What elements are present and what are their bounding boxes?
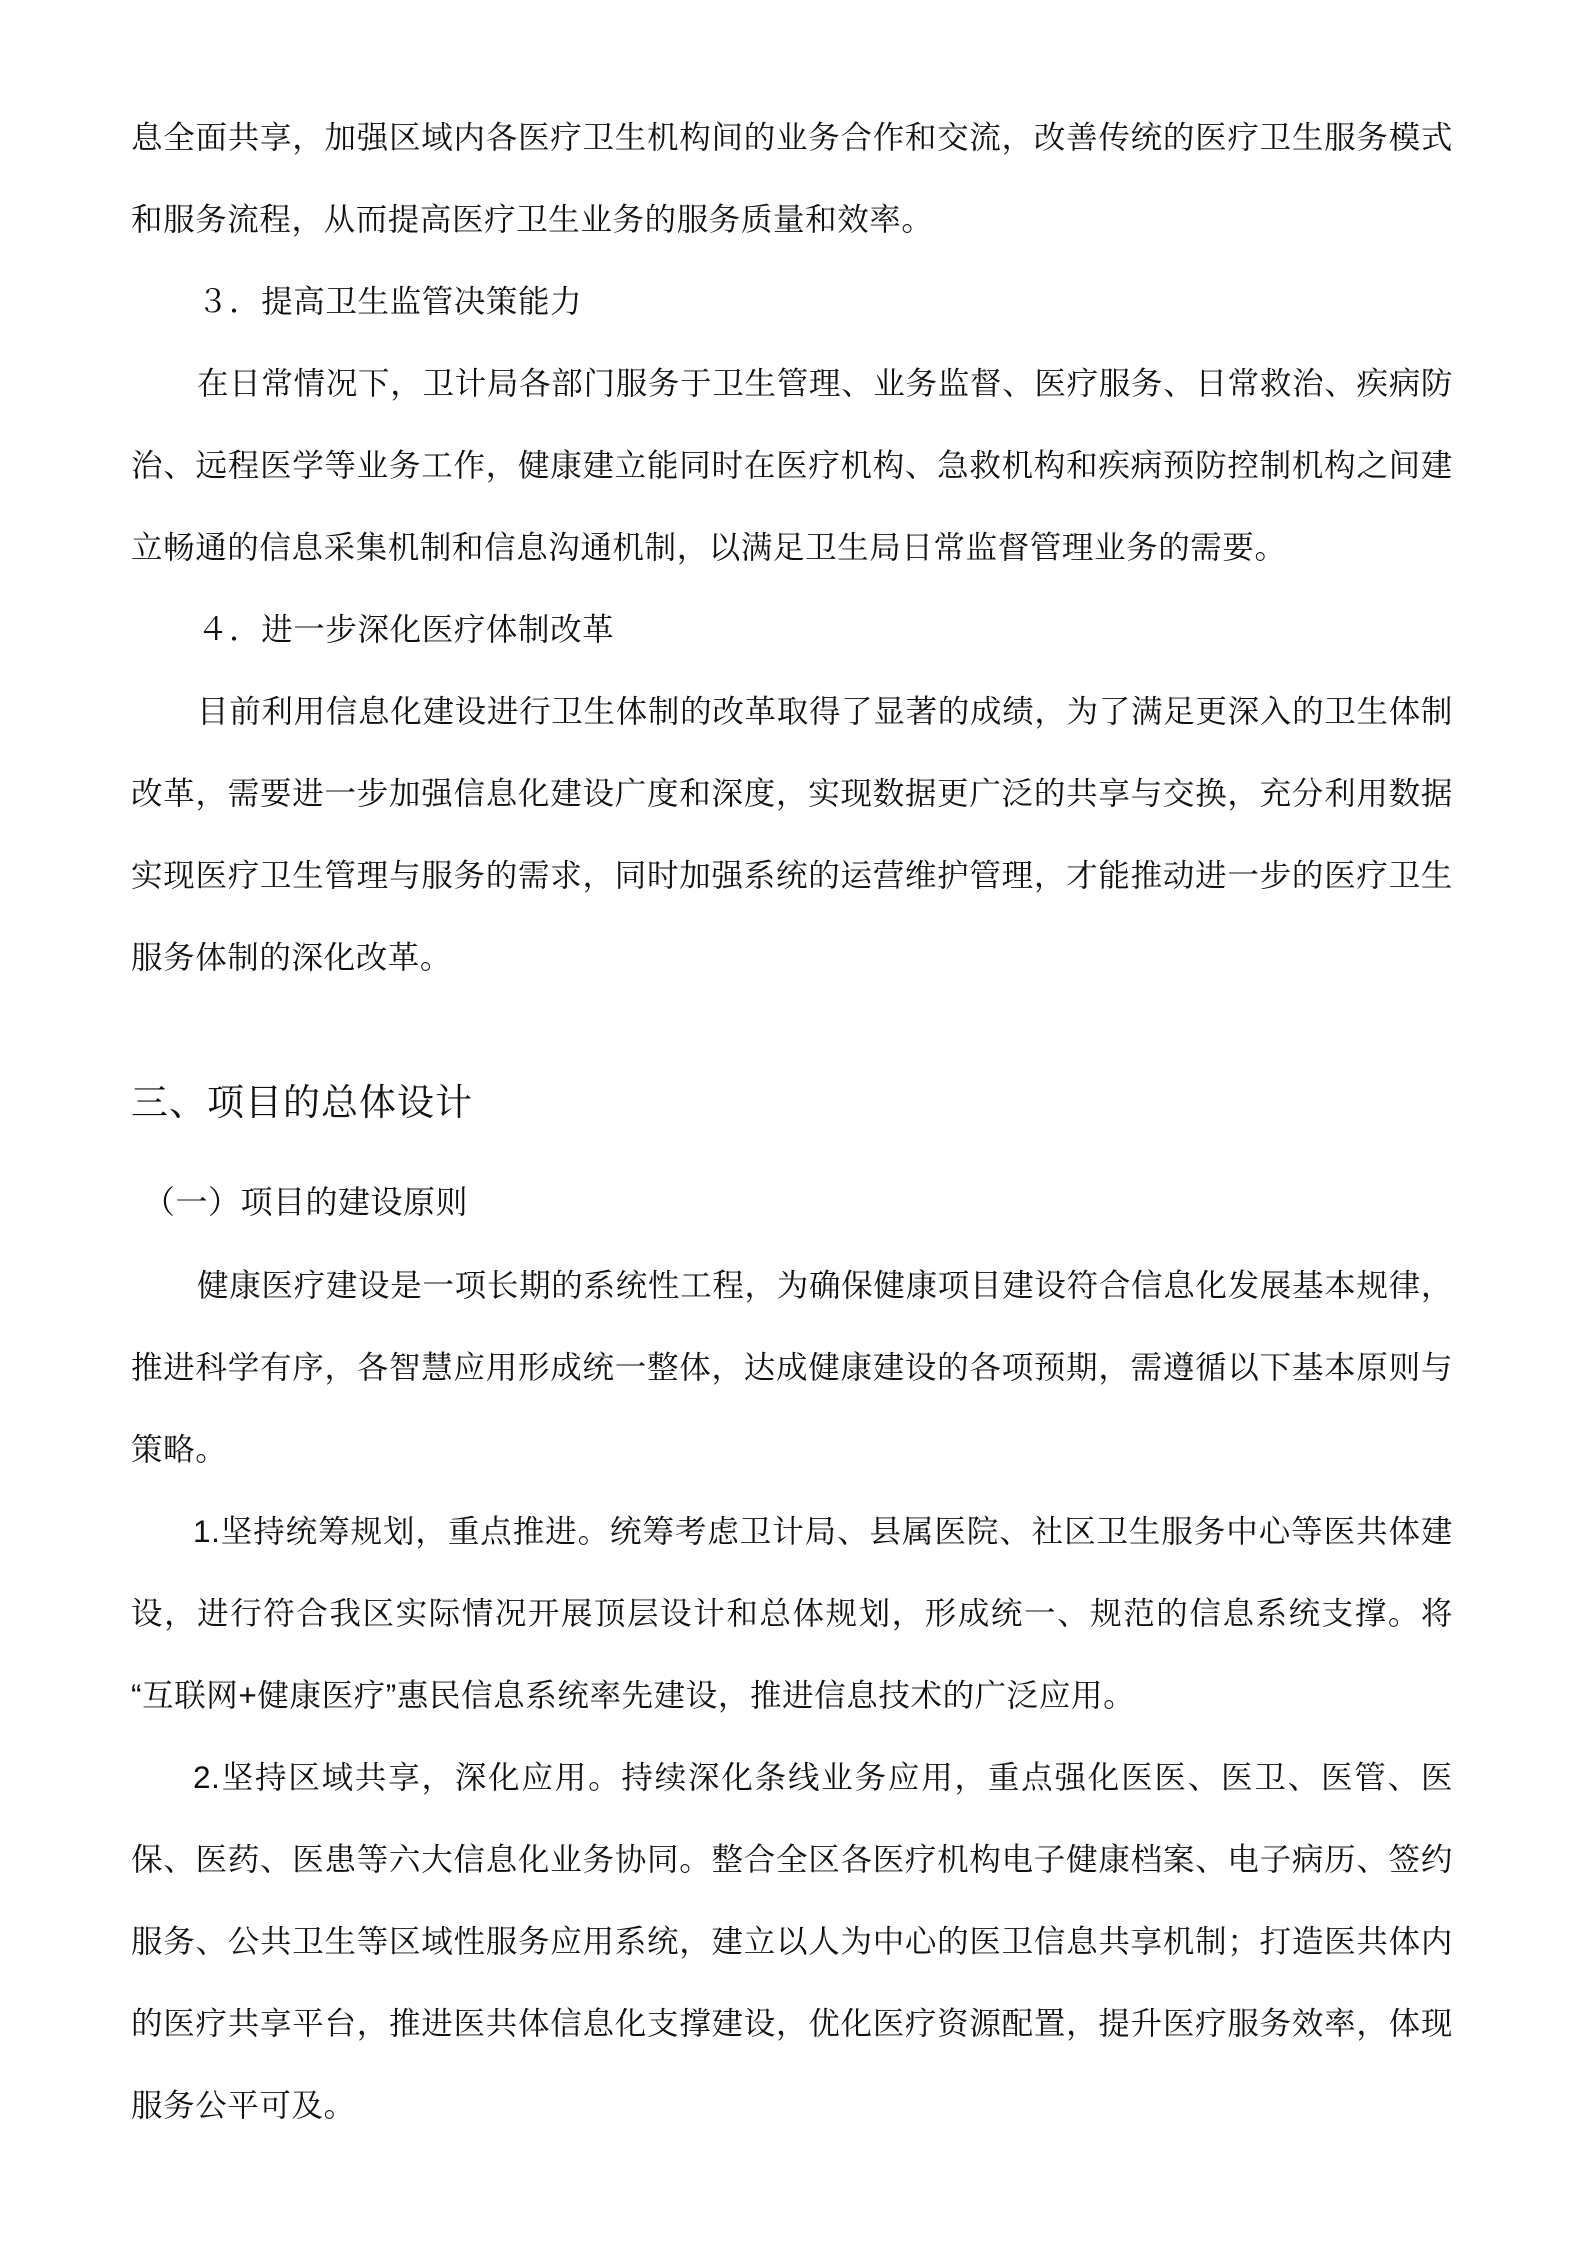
continued-paragraph: 息全面共享，加强区域内各医疗卫生机构间的业务合作和交流，改善传统的医疗卫生服务模式和服务流程，从而提高医疗卫生业务的服务质量和效率。 xyxy=(131,119,1453,237)
principles-intro-paragraph: 健康医疗建设是一项长期的系统性工程，为确保健康项目建设符合信息化发展基本规律，推进科学有序，各智慧应用形成统一整体，达成健康建设的各项预期，需遵循以下基本原则与策略。 xyxy=(131,1267,1453,1467)
principle-1-paragraph: 1.坚持统筹规划，重点推进。统筹考虑卫计局、县属医院、社区卫生服务中心等医共体建设，进行符合我区实际情况开展顶层设计和总体规划，形成统一、规范的信息系统支撑。将“互联网+健康医疗”惠民信息系统率先建设，推进信息技术的广泛应用。 xyxy=(131,1513,1453,1713)
heading-spacer xyxy=(131,1148,1453,1160)
principle-2-paragraph: 2.坚持区域共享，深化应用。持续深化条线业务应用，重点强化医医、医卫、医管、医保、医药、医患等六大信息化业务协同。整合全区各医疗机构电子健康档案、电子病历、签约服务、公共卫生等区域性服务应用系统，建立以人为中心的医卫信息共享机制；打造医共体内的医疗共享平台，推进医共体信息化支撑建设，优化医疗资源配置，提升医疗服务效率，体现服务公平可及。 xyxy=(131,1759,1453,2123)
subsection-heading: （一）项目的建设原则 xyxy=(143,1184,469,1220)
item-3-heading: ３．提高卫生监管决策能力 xyxy=(197,283,583,319)
page-body xyxy=(131,96,1453,2146)
section-spacer xyxy=(131,998,1453,1058)
section-heading: 三、项目的总体设计 xyxy=(131,1082,473,1123)
item-4-paragraph: 目前利用信息化建设进行卫生体制的改革取得了显著的成绩，为了满足更深入的卫生体制改革，需要进一步加强信息化建设广度和深度，实现数据更广泛的共享与交换，充分利用数据实现医疗卫生管理与服务的需求，同时加强系统的运营维护管理，才能推动进一步的医疗卫生服务体制的深化改革。 xyxy=(131,693,1453,975)
item-4-heading: ４．进一步深化医疗体制改革 xyxy=(197,611,615,647)
item-3-paragraph: 在日常情况下，卫计局各部门服务于卫生管理、业务监督、医疗服务、日常救治、疾病防治、远程医学等业务工作，健康建立能同时在医疗机构、急救机构和疾病预防控制机构之间建立畅通的信息采集机制和信息沟通机制，以满足卫生局日常监督管理业务的需要。 xyxy=(131,365,1453,565)
